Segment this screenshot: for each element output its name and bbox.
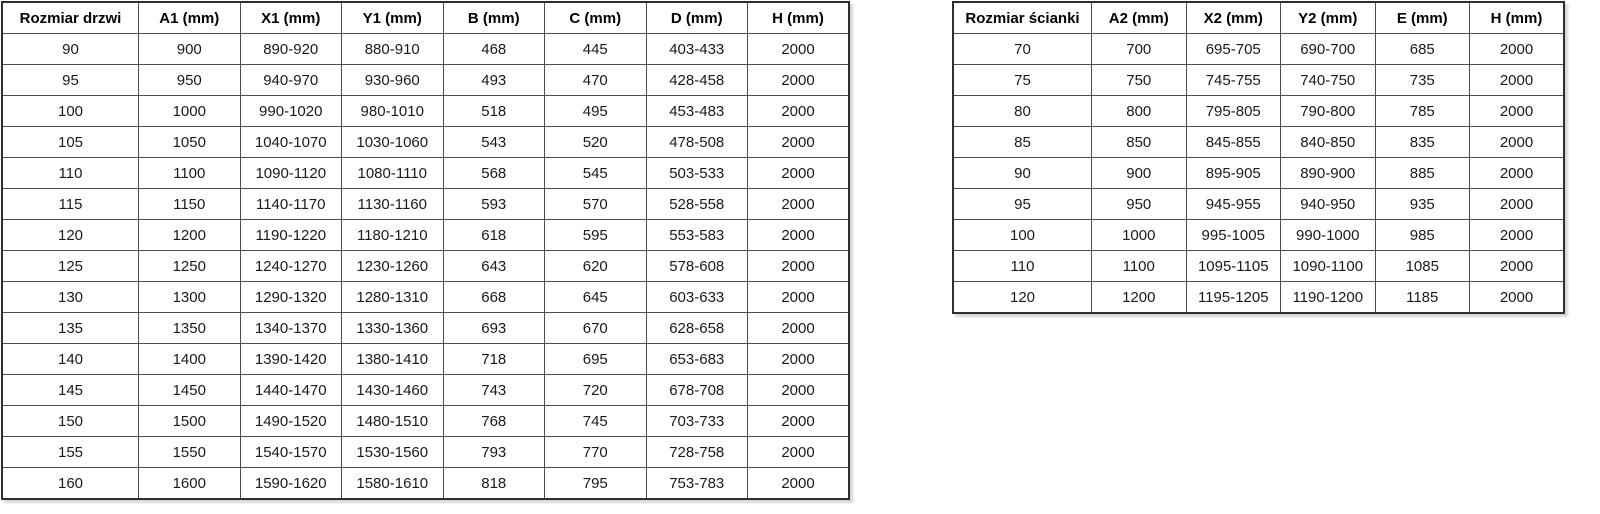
table-cell: 595 bbox=[545, 220, 647, 251]
table-cell: 620 bbox=[545, 251, 647, 282]
table-cell: 1400 bbox=[139, 344, 241, 375]
table-cell: 790-800 bbox=[1281, 96, 1376, 127]
table-row bbox=[2, 127, 849, 158]
table-cell: 2000 bbox=[1470, 220, 1565, 251]
table-row bbox=[953, 220, 1564, 251]
table-cell: 125 bbox=[2, 251, 139, 282]
table-cell: 2000 bbox=[748, 344, 850, 375]
column-header: X2 (mm) bbox=[1186, 2, 1281, 34]
table-cell: 1200 bbox=[1092, 282, 1187, 314]
table-cell: 678-708 bbox=[646, 375, 748, 406]
column-header: X1 (mm) bbox=[240, 2, 342, 34]
header-row bbox=[2, 2, 849, 34]
table-cell: 985 bbox=[1375, 220, 1470, 251]
table-cell: 100 bbox=[2, 96, 139, 127]
table-cell: 1240-1270 bbox=[240, 251, 342, 282]
table-cell: 795-805 bbox=[1186, 96, 1281, 127]
table-cell: 2000 bbox=[748, 34, 850, 65]
table-cell: 950 bbox=[1092, 189, 1187, 220]
table-cell: 2000 bbox=[1470, 65, 1565, 96]
table-cell: 743 bbox=[443, 375, 545, 406]
table-cell: 518 bbox=[443, 96, 545, 127]
table-cell: 628-658 bbox=[646, 313, 748, 344]
table-cell: 880-910 bbox=[342, 34, 444, 65]
table-cell: 980-1010 bbox=[342, 96, 444, 127]
table-cell: 2000 bbox=[748, 189, 850, 220]
table-cell: 1600 bbox=[139, 468, 241, 500]
table-row bbox=[2, 251, 849, 282]
table-cell: 110 bbox=[953, 251, 1092, 282]
table-cell: 1200 bbox=[139, 220, 241, 251]
table-cell: 1280-1310 bbox=[342, 282, 444, 313]
table-cell: 1085 bbox=[1375, 251, 1470, 282]
table-cell: 1190-1200 bbox=[1281, 282, 1376, 314]
table-cell: 520 bbox=[545, 127, 647, 158]
table-cell: 145 bbox=[2, 375, 139, 406]
table-cell: 453-483 bbox=[646, 96, 748, 127]
table-cell: 1440-1470 bbox=[240, 375, 342, 406]
table-cell: 2000 bbox=[1470, 127, 1565, 158]
table-cell: 1430-1460 bbox=[342, 375, 444, 406]
header-row bbox=[953, 2, 1564, 34]
table-cell: 2000 bbox=[748, 437, 850, 468]
table-cell: 1130-1160 bbox=[342, 189, 444, 220]
table-row bbox=[2, 96, 849, 127]
column-header: E (mm) bbox=[1375, 2, 1470, 34]
table-cell: 150 bbox=[2, 406, 139, 437]
table-cell: 618 bbox=[443, 220, 545, 251]
table-cell: 845-855 bbox=[1186, 127, 1281, 158]
table-cell: 160 bbox=[2, 468, 139, 500]
table-cell: 1040-1070 bbox=[240, 127, 342, 158]
table-cell: 700 bbox=[1092, 34, 1187, 65]
table-cell: 110 bbox=[2, 158, 139, 189]
table-cell: 1290-1320 bbox=[240, 282, 342, 313]
table-cell: 1300 bbox=[139, 282, 241, 313]
table-cell: 950 bbox=[139, 65, 241, 96]
table-cell: 1390-1420 bbox=[240, 344, 342, 375]
table-cell: 685 bbox=[1375, 34, 1470, 65]
table-cell: 753-783 bbox=[646, 468, 748, 500]
table-cell: 2000 bbox=[748, 251, 850, 282]
table-cell: 1450 bbox=[139, 375, 241, 406]
table-cell: 785 bbox=[1375, 96, 1470, 127]
table-cell: 1000 bbox=[139, 96, 241, 127]
table-row bbox=[2, 189, 849, 220]
table-cell: 1550 bbox=[139, 437, 241, 468]
column-header: A1 (mm) bbox=[139, 2, 241, 34]
table-cell: 2000 bbox=[748, 375, 850, 406]
table-cell: 900 bbox=[139, 34, 241, 65]
table-cell: 720 bbox=[545, 375, 647, 406]
table-cell: 1150 bbox=[139, 189, 241, 220]
table-cell: 1050 bbox=[139, 127, 241, 158]
table-cell: 578-608 bbox=[646, 251, 748, 282]
table-cell: 793 bbox=[443, 437, 545, 468]
table-cell: 940-970 bbox=[240, 65, 342, 96]
table-cell: 2000 bbox=[748, 220, 850, 251]
column-header: D (mm) bbox=[646, 2, 748, 34]
table-cell: 155 bbox=[2, 437, 139, 468]
table-cell: 745 bbox=[545, 406, 647, 437]
table-cell: 945-955 bbox=[1186, 189, 1281, 220]
table-cell: 885 bbox=[1375, 158, 1470, 189]
column-header: Y1 (mm) bbox=[342, 2, 444, 34]
table-cell: 2000 bbox=[748, 282, 850, 313]
table-cell: 403-433 bbox=[646, 34, 748, 65]
table-cell: 70 bbox=[953, 34, 1092, 65]
table-cell: 1340-1370 bbox=[240, 313, 342, 344]
table-cell: 990-1020 bbox=[240, 96, 342, 127]
table-cell: 1500 bbox=[139, 406, 241, 437]
table-row bbox=[2, 34, 849, 65]
column-header: C (mm) bbox=[545, 2, 647, 34]
table-cell: 85 bbox=[953, 127, 1092, 158]
table-cell: 835 bbox=[1375, 127, 1470, 158]
table-cell: 1250 bbox=[139, 251, 241, 282]
table-row bbox=[2, 65, 849, 96]
table-row bbox=[2, 406, 849, 437]
table-cell: 503-533 bbox=[646, 158, 748, 189]
table-cell: 493 bbox=[443, 65, 545, 96]
table-cell: 1000 bbox=[1092, 220, 1187, 251]
table-cell: 670 bbox=[545, 313, 647, 344]
table-cell: 800 bbox=[1092, 96, 1187, 127]
table-cell: 468 bbox=[443, 34, 545, 65]
table-cell: 1080-1110 bbox=[342, 158, 444, 189]
table-cell: 1380-1410 bbox=[342, 344, 444, 375]
table-cell: 850 bbox=[1092, 127, 1187, 158]
table-cell: 745-755 bbox=[1186, 65, 1281, 96]
table-cell: 135 bbox=[2, 313, 139, 344]
table-cell: 728-758 bbox=[646, 437, 748, 468]
table-cell: 2000 bbox=[1470, 282, 1565, 314]
column-header: B (mm) bbox=[443, 2, 545, 34]
column-header: H (mm) bbox=[748, 2, 850, 34]
table-cell: 1030-1060 bbox=[342, 127, 444, 158]
table-row bbox=[2, 313, 849, 344]
table-row bbox=[953, 282, 1564, 314]
column-header: Rozmiar ścianki bbox=[953, 2, 1092, 34]
table-cell: 570 bbox=[545, 189, 647, 220]
table-cell: 568 bbox=[443, 158, 545, 189]
table-cell: 1490-1520 bbox=[240, 406, 342, 437]
table-cell: 768 bbox=[443, 406, 545, 437]
table-cell: 495 bbox=[545, 96, 647, 127]
table-cell: 1190-1220 bbox=[240, 220, 342, 251]
table-row bbox=[953, 127, 1564, 158]
table-cell: 995-1005 bbox=[1186, 220, 1281, 251]
table-row bbox=[2, 375, 849, 406]
table-row bbox=[953, 65, 1564, 96]
table-cell: 818 bbox=[443, 468, 545, 500]
table-cell: 2000 bbox=[748, 158, 850, 189]
table-cell: 105 bbox=[2, 127, 139, 158]
column-header: Rozmiar drzwi bbox=[2, 2, 139, 34]
table-row bbox=[953, 158, 1564, 189]
table-cell: 2000 bbox=[748, 406, 850, 437]
table-cell: 1185 bbox=[1375, 282, 1470, 314]
table-cell: 735 bbox=[1375, 65, 1470, 96]
table-cell: 2000 bbox=[1470, 158, 1565, 189]
table-cell: 1230-1260 bbox=[342, 251, 444, 282]
table-cell: 653-683 bbox=[646, 344, 748, 375]
table-cell: 115 bbox=[2, 189, 139, 220]
column-header: H (mm) bbox=[1470, 2, 1565, 34]
table-cell: 740-750 bbox=[1281, 65, 1376, 96]
table-cell: 1330-1360 bbox=[342, 313, 444, 344]
table-cell: 900 bbox=[1092, 158, 1187, 189]
table-row bbox=[2, 468, 849, 500]
table-cell: 2000 bbox=[1470, 189, 1565, 220]
table-cell: 130 bbox=[2, 282, 139, 313]
table-cell: 100 bbox=[953, 220, 1092, 251]
table-cell: 528-558 bbox=[646, 189, 748, 220]
table-cell: 545 bbox=[545, 158, 647, 189]
table-cell: 1100 bbox=[139, 158, 241, 189]
table-cell: 75 bbox=[953, 65, 1092, 96]
table-cell: 428-458 bbox=[646, 65, 748, 96]
table-cell: 1195-1205 bbox=[1186, 282, 1281, 314]
table-cell: 890-920 bbox=[240, 34, 342, 65]
table-cell: 645 bbox=[545, 282, 647, 313]
table-row bbox=[953, 251, 1564, 282]
table-cell: 543 bbox=[443, 127, 545, 158]
table-cell: 795 bbox=[545, 468, 647, 500]
table-row bbox=[953, 96, 1564, 127]
table-cell: 1095-1105 bbox=[1186, 251, 1281, 282]
table-cell: 95 bbox=[953, 189, 1092, 220]
table-cell: 695-705 bbox=[1186, 34, 1281, 65]
table-cell: 2000 bbox=[748, 313, 850, 344]
table-cell: 935 bbox=[1375, 189, 1470, 220]
table-cell: 2000 bbox=[748, 127, 850, 158]
table-row bbox=[953, 189, 1564, 220]
table-cell: 1540-1570 bbox=[240, 437, 342, 468]
table-cell: 1590-1620 bbox=[240, 468, 342, 500]
table-cell: 1100 bbox=[1092, 251, 1187, 282]
table-cell: 750 bbox=[1092, 65, 1187, 96]
table-cell: 120 bbox=[2, 220, 139, 251]
table-cell: 930-960 bbox=[342, 65, 444, 96]
table-cell: 2000 bbox=[1470, 34, 1565, 65]
table-cell: 940-950 bbox=[1281, 189, 1376, 220]
table-cell: 990-1000 bbox=[1281, 220, 1376, 251]
table-cell: 140 bbox=[2, 344, 139, 375]
table-cell: 1480-1510 bbox=[342, 406, 444, 437]
table-cell: 1090-1100 bbox=[1281, 251, 1376, 282]
table-cell: 120 bbox=[953, 282, 1092, 314]
table-cell: 895-905 bbox=[1186, 158, 1281, 189]
wall-panel-sizes-table bbox=[952, 1, 1565, 314]
table-row bbox=[2, 344, 849, 375]
table-cell: 693 bbox=[443, 313, 545, 344]
table-cell: 1180-1210 bbox=[342, 220, 444, 251]
table-cell: 1140-1170 bbox=[240, 189, 342, 220]
table-row bbox=[2, 282, 849, 313]
table-cell: 2000 bbox=[1470, 96, 1565, 127]
table-cell: 890-900 bbox=[1281, 158, 1376, 189]
column-header: A2 (mm) bbox=[1092, 2, 1187, 34]
table-cell: 553-583 bbox=[646, 220, 748, 251]
table-cell: 95 bbox=[2, 65, 139, 96]
table-cell: 643 bbox=[443, 251, 545, 282]
table-cell: 593 bbox=[443, 189, 545, 220]
table-row bbox=[2, 437, 849, 468]
table-cell: 2000 bbox=[748, 65, 850, 96]
table-row bbox=[2, 220, 849, 251]
table-cell: 695 bbox=[545, 344, 647, 375]
table-cell: 603-633 bbox=[646, 282, 748, 313]
table-cell: 1090-1120 bbox=[240, 158, 342, 189]
table-row bbox=[953, 34, 1564, 65]
table-cell: 1350 bbox=[139, 313, 241, 344]
table-cell: 840-850 bbox=[1281, 127, 1376, 158]
table-cell: 90 bbox=[953, 158, 1092, 189]
table-cell: 80 bbox=[953, 96, 1092, 127]
table-cell: 690-700 bbox=[1281, 34, 1376, 65]
table-cell: 478-508 bbox=[646, 127, 748, 158]
door-sizes-table bbox=[1, 1, 850, 500]
column-header: Y2 (mm) bbox=[1281, 2, 1376, 34]
table-cell: 445 bbox=[545, 34, 647, 65]
table-cell: 90 bbox=[2, 34, 139, 65]
table-cell: 2000 bbox=[748, 468, 850, 500]
table-cell: 2000 bbox=[1470, 251, 1565, 282]
table-cell: 703-733 bbox=[646, 406, 748, 437]
table-cell: 668 bbox=[443, 282, 545, 313]
table-cell: 470 bbox=[545, 65, 647, 96]
table-cell: 1580-1610 bbox=[342, 468, 444, 500]
table-row bbox=[2, 158, 849, 189]
table-cell: 1530-1560 bbox=[342, 437, 444, 468]
table-cell: 2000 bbox=[748, 96, 850, 127]
table-cell: 718 bbox=[443, 344, 545, 375]
table-cell: 770 bbox=[545, 437, 647, 468]
